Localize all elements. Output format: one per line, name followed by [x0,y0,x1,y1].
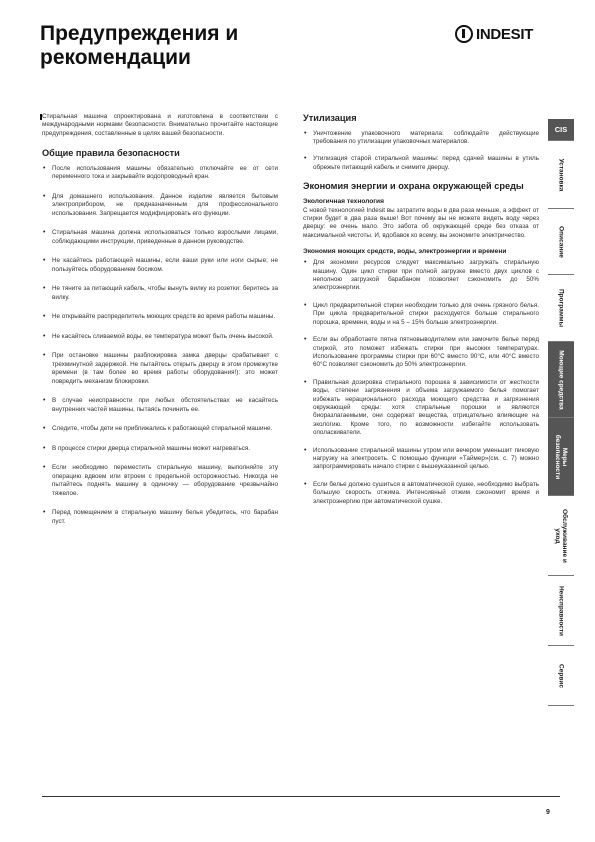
tab-label: Неисправности [557,585,565,636]
list-item: • В процессе стирки дверца стиральной машины может нагреваться. [42,445,278,453]
saving-list [303,259,539,506]
list-item: • В случае неисправности при любых обстоятельствах не касайтесь внутренних частей машины, пытаясь починить ее. [42,397,278,414]
disposal-list [303,130,539,173]
section-title-disposal: Утилизация [303,113,357,123]
intro-paragraph: Стиральная машина спроектирована и изготовлена в соответствии с международными нормами безопасности. Внимательно прочитайте настоящие предупреждения, составленные в целях вашей безопасности. [42,113,278,137]
list-item: • Не касайтесь работающей машины, если ваши руки или ноги сырые; не пользуйтесь оборудованием босиком. [42,257,278,274]
tab-label: Моющие средства [557,349,565,410]
tab-cis[interactable]: CIS [548,119,574,141]
list-item: • Если вы обработаете пятна пятновыводителем или замочите белье перед стиркой, это поможет избежать стирки при высоких температурах. Использование программы стирки при 60°С вместо 90°С, или 40°С вместо 60°С позволяет сэкономить до 50% электроэнергии. [303,336,539,370]
list-item: • После использования машины обязательно отключайте ее от сети переменного тока и закрывайте водопроводный кран. [42,165,278,182]
list-item: • Если необходимо переместить стиральную машину, выполняйте эту операцию вдвоем или втроем с предельной осторожностью. Никогда не пытайтесь поднять машину в одиночку — оборудование чрезвычайно тяжелое. [42,464,278,498]
list-item: • Цикл предварительной стирки необходим только для очень грязного белья. При цикла предварительной стирки расходуется больше стирального порошка, времени, воды и на 5 – 15% больше электроэнергии. [303,302,539,327]
section-title-economy: Экономия энергии и охрана окружающей среды [303,181,524,192]
eco-tech-paragraph: С новой технологией Indesit вы затратите воды в два раза меньше, а эффект от стирки будет в два раза выше! Вот почему вы не можете видеть воду через дверцу: ее очень мало. Это забота об окружающей среде без отказа от максимальной чистоты. И, вдобавок ко всему, вы экономите электричество. [303,206,539,239]
list-item: • Для экономии ресурсов следует максимально загружать стиральную машину. Один цикл стирки при полной загрузке вместо двух циклов с неполною загрузкой барабаном позволяет сэкономить до 50% электроэнергии. [303,259,539,293]
left-column [42,113,278,537]
logo-text: INDESIT [476,25,534,43]
list-item: • Использование стиральной машины утром или вечером уменьшит пиковую нагрузку на электросеть. С помощью функции «Таймер»(см. с. 7) можно запрограммировать начало стирки с вышеуказанной целью. [303,447,539,472]
list-item: • Не открывайте распределитель моющих средств во время работы машины. [42,313,278,321]
subsection-title-eco-tech: Экологичная технология [303,197,384,205]
tab-installation[interactable] [548,141,574,209]
brand-logo [455,22,533,46]
tab-maintenance[interactable] [548,496,574,576]
section-tabs [548,119,574,706]
tab-description[interactable] [548,209,574,275]
list-item: • Правильная дозировка стирального порошка в зависимости от жесткости воды, степени загрязнения и объема загружаемого белья помогает избежать нерационального расхода моющего средства и загрязнения окружающей среды: хотя стиральные порошки и являются биоразлагаемыми, они содержат вещества, отрицательно влияющие на экологию. Кроме того, по возможности избегайте использовать ополаскиватели. [303,379,539,438]
tab-label: Программы [557,288,565,328]
tab-label: Установка [557,158,565,191]
tab-service[interactable] [548,646,574,706]
page-number: 9 [546,809,550,816]
tab-programs[interactable] [548,275,574,342]
list-item: • Если белье должно сушиться в автоматической сушке, необходимо выбрать большую скорость отжима. Интенсивный отжим сэкономит время и электроэнергию при автоматической сушке. [303,481,539,506]
right-column [303,113,539,515]
list-item: • Перед помещением в стиральную машину белья убедитесь, что барабан пуст. [42,509,278,526]
list-item: • Для домашнего использования. Данное изделие является бытовым электроприбором, не предназначенным для профессионального использования. Запрещается модифицировать его функции. [42,193,278,218]
list-item: • Утилизация старой стиральной машины: перед сдачей машины в утиль обрежьте питающий кабель и снимите дверцу. [303,155,539,172]
tab-troubleshooting[interactable] [548,576,574,646]
list-item: • Не тяните за питающий кабель, чтобы вынуть вилку из розетки: беритесь за вилку. [42,285,278,302]
list-item: • Следите, чтобы дети не приближались к работающей стиральной машине. [42,425,278,433]
page-title: Предупреждения и рекомендации [40,22,239,69]
list-item: • Стиральная машина должна использоваться только взрослыми лицами, соблюдающими инструкции, приведенные в данном руководстве. [42,229,278,246]
list-item: • При остановке машины разблокировка замка дверцы срабатывает с трехминутной задержкой. Не пытайтесь открыть дверцу в этом промежутке времени (в там более во время работы оборудования!): это может повредить механизм блокировки. [42,352,278,386]
intro-marker [40,114,42,120]
indesit-logo-icon [455,25,473,43]
safety-list [42,165,278,526]
tab-detergents[interactable] [548,342,574,418]
tab-safety[interactable] [548,418,574,496]
list-item: • Не касайтесь сливаемой воды, ее температура может быть очень высокой. [42,333,278,341]
section-title-safety: Общие правила безопасности [42,148,180,159]
tab-label: Сервис [557,663,565,688]
footer-divider [42,796,560,797]
tab-label: Обслуживание и уход [554,508,568,563]
list-item: • Уничтожение упаковочного материала: соблюдайте действующие требования по утилизации упаковочных материалов. [303,130,539,147]
subsection-title-saving: Экономия моющих средств, воды, электроэнергии и времени [303,248,507,256]
tab-label: Описание [557,225,565,258]
tab-label: Меры безопасности [554,434,568,479]
